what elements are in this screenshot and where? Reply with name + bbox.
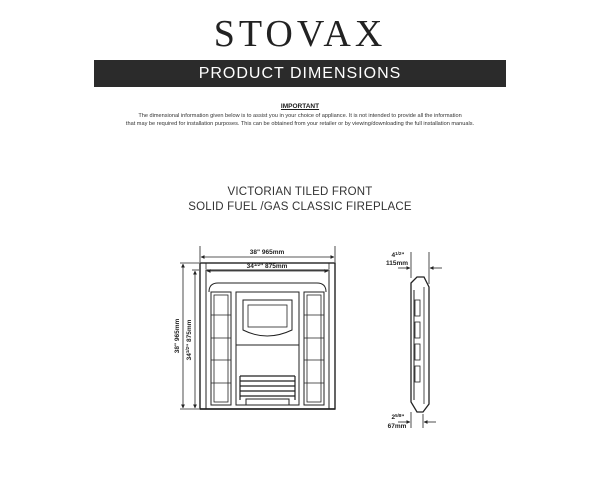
depth-top-metric: 115mm bbox=[385, 260, 409, 267]
depth-dimensions bbox=[398, 252, 442, 428]
front-view bbox=[200, 263, 335, 409]
width-inner-label: $34^{1/2}$" 875mm bbox=[246, 262, 288, 270]
fire-opening bbox=[236, 292, 299, 405]
right-tiles bbox=[304, 295, 324, 402]
canopy-panel bbox=[248, 305, 287, 327]
section-banner: PRODUCT DIMENSIONS bbox=[94, 60, 506, 87]
product-title-line-1: VICTORIAN TILED FRONT bbox=[227, 186, 373, 198]
notice-line-1: The dimensional information given below is to assist you in your choice of appliance. It is not intended to provide all the information bbox=[138, 113, 462, 119]
arch bbox=[209, 283, 326, 292]
notice-heading: IMPORTANT bbox=[280, 103, 320, 110]
depth-bottom-metric: 67mm bbox=[387, 423, 407, 430]
depth-bottom-imperial: $2^{5/8}$" bbox=[391, 413, 405, 421]
side-tiles bbox=[415, 300, 420, 382]
notice-line-2: that may be required for installation purposes. This can be obtained from your retailer or by viewing/downloading the full installation manuals. bbox=[125, 121, 475, 127]
width-outer-label: 38" 965mm bbox=[249, 249, 285, 256]
brand-logo: STOVAX bbox=[213, 13, 387, 55]
side-view bbox=[411, 277, 429, 412]
depth-top-imperial: $4^{1/2}$" bbox=[391, 251, 405, 259]
inner-frame bbox=[206, 270, 329, 409]
height-outer-label: 38" 965mm bbox=[174, 318, 181, 354]
height-inner-label: $34^{1/2}$" 875mm bbox=[185, 319, 193, 361]
ashpan bbox=[246, 399, 289, 405]
left-tiles bbox=[211, 295, 231, 402]
fire-basket bbox=[240, 376, 295, 400]
product-title-line-2: SOLID FUEL /GAS CLASSIC FIREPLACE bbox=[188, 201, 412, 213]
